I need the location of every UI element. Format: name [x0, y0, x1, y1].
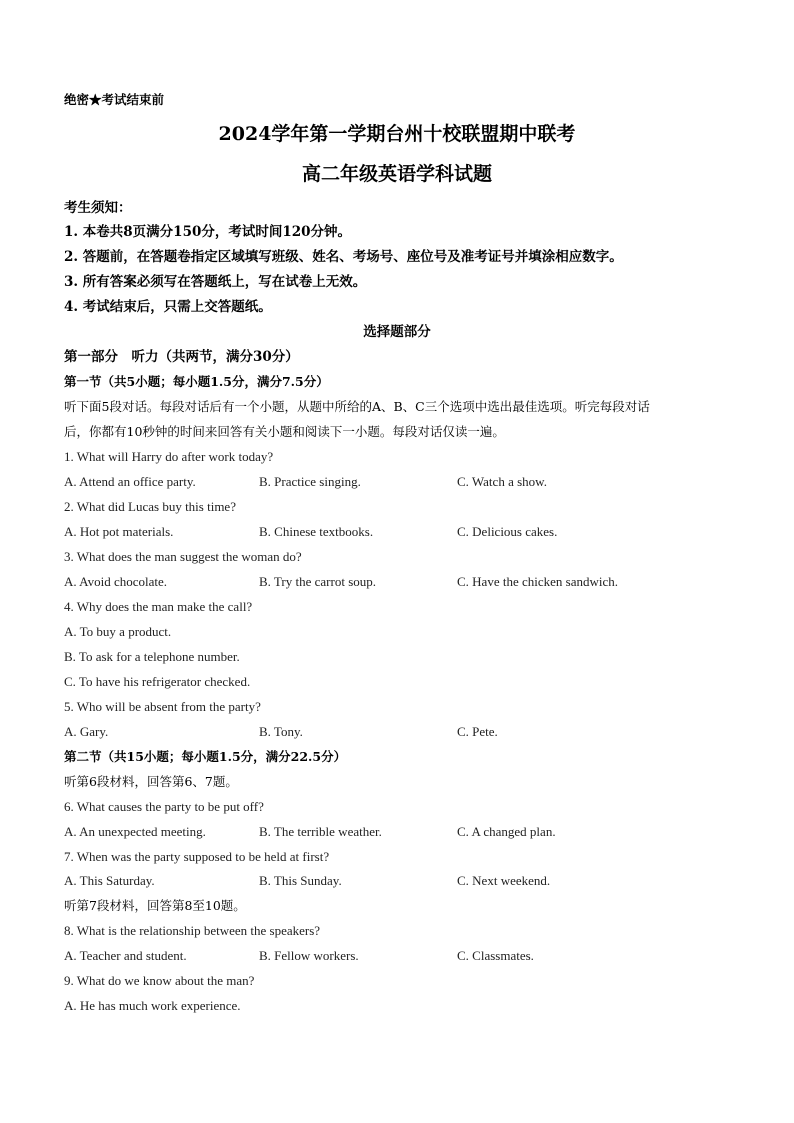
option-a: A. Gary. [64, 724, 109, 739]
option-a: A. To buy a product. [64, 624, 172, 639]
exam-subtitle: 高二年级英语学科试题 [301, 163, 492, 185]
option-a: A. This Saturday. [64, 873, 155, 888]
option-b: B. This Sunday. [259, 873, 342, 888]
option-a: A. Attend an office party. [64, 474, 196, 489]
option-a: A. Teacher and student. [64, 948, 187, 963]
option-b: B. Fellow workers. [259, 948, 359, 963]
option-c: C. Delicious cakes. [457, 524, 558, 539]
notice-item: 4. 考试结束后，只需上交答题纸。 [64, 299, 272, 315]
option-c: C. Pete. [457, 724, 498, 739]
option-b: B. Chinese textbooks. [259, 524, 374, 539]
section-header: 选择题部分 [363, 324, 431, 340]
option-b: B. The terrible weather. [259, 824, 382, 839]
option-c: C. To have his refrigerator checked. [64, 674, 251, 689]
option-a: A. He has much work experience. [64, 998, 241, 1013]
section1-title: 第一节（共5小题；每小题1.5分，满分7.5分） [64, 374, 329, 389]
option-c: C. Classmates. [457, 948, 534, 963]
option-c: C. Next weekend. [457, 873, 551, 888]
option-c: C. A changed plan. [457, 824, 556, 839]
question-4: 4. Why does the man make the call? [64, 599, 253, 614]
question-8: 8. What is the relationship between the speakers? [64, 923, 321, 938]
secret-mark: 绝密★考试结束前 [64, 92, 165, 107]
question-1: 1. What will Harry do after work today? [64, 449, 274, 464]
option-c: C. Have the chicken sandwich. [457, 574, 619, 589]
instructions: 听下面5段对话。每段对话后有一个小题，从题中所给的A、B、C三个选项中选出最佳选项。听完每段对话 [64, 399, 650, 414]
instructions: 后，你都有10秒钟的时间来回答有关小题和阅读下一小题。每段对话仅读一遍。 [64, 424, 505, 439]
option-a: A. An unexpected meeting. [64, 824, 206, 839]
part1-title: 第一部分 听力（共两节，满分30分） [64, 349, 299, 365]
notice-item: 2. 答题前，在答题卷指定区域填写班级、姓名、考场号、座位号及准考证号并填涂相应数字。 [64, 249, 623, 265]
notice-item: 1. 本卷共8页满分150分，考试时间120分钟。 [64, 224, 352, 240]
question-5: 5. Who will be absent from the party? [64, 699, 261, 714]
exam-title: 2024学年第一学期台州十校联盟期中联考 [218, 123, 576, 145]
material-note: 听第6段材料，回答第6、7题。 [64, 774, 238, 789]
question-3: 3. What does the man suggest the woman do? [64, 549, 302, 564]
question-2: 2. What did Lucas buy this time? [64, 499, 236, 514]
option-b: B. Tony. [259, 724, 303, 739]
option-b: B. Try the carrot soup. [259, 574, 376, 589]
option-a: A. Avoid chocolate. [64, 574, 168, 589]
question-7: 7. When was the party supposed to be held at first? [64, 849, 330, 864]
option-c: C. Watch a show. [457, 474, 547, 489]
material-note: 听第7段材料，回答第8至10题。 [64, 898, 246, 913]
question-9: 9. What do we know about the man? [64, 973, 255, 988]
question-6: 6. What causes the party to be put off? [64, 799, 264, 814]
option-b: B. Practice singing. [259, 474, 361, 489]
section2-title: 第二节（共15小题；每小题1.5分，满分22.5分） [64, 749, 347, 764]
notice-heading: 考生须知： [64, 200, 132, 216]
notice-item: 3. 所有答案必须写在答题纸上，写在试卷上无效。 [64, 274, 367, 290]
option-a: A. Hot pot materials. [64, 524, 174, 539]
option-b: B. To ask for a telephone number. [64, 649, 240, 664]
